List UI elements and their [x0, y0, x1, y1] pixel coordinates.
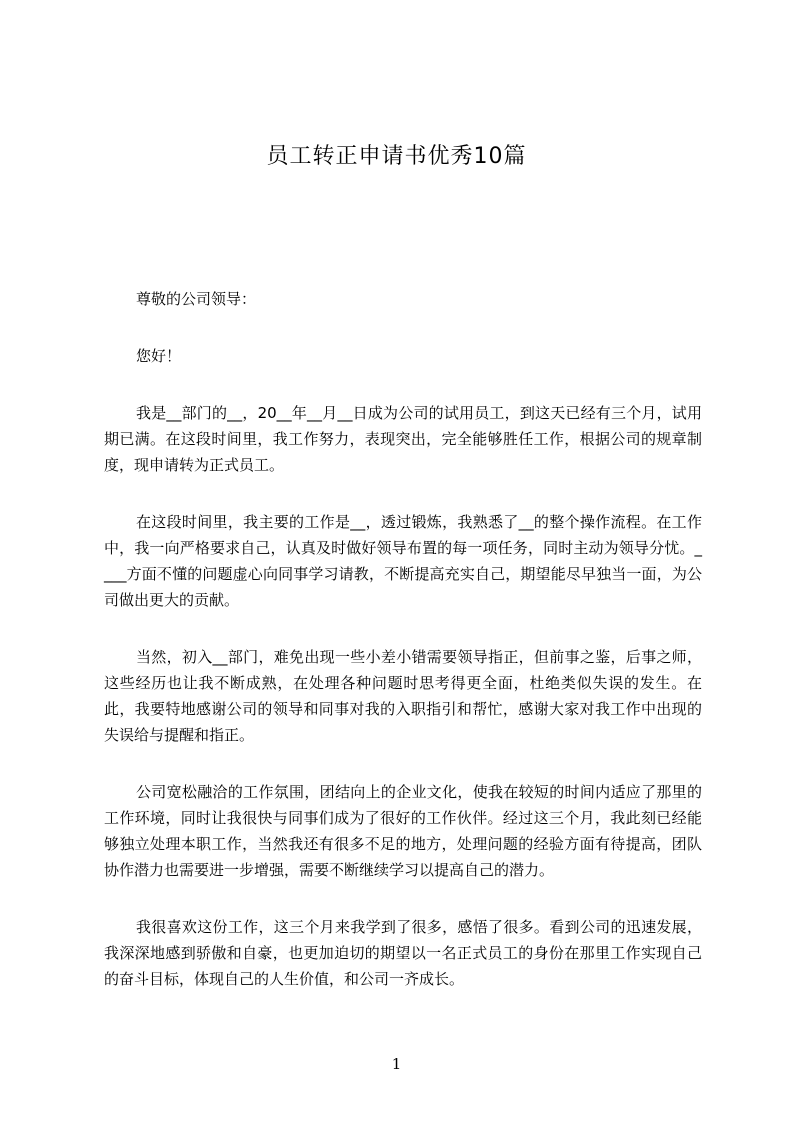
page-number: 1 [391, 1055, 402, 1073]
greeting: 您好！ [136, 347, 182, 365]
body-paragraph: 公司宽松融洽的工作氛围，团结向上的企业文化，使我在较短的时间内适应了那里的工作环境，同时让我很快与同事们成为了很好的工作伙伴。经过这三个月，我此刻已经能够独立处理本职工作，当然我还有很多不足的地方，处理问题的经验方面有待提高，团队协作潜力也需要进一步增强，需要不断继续学习以提高自己的潜力。 [104, 783, 702, 879]
body-paragraph: 我很喜欢这份工作，这三个月来我学到了很多，感悟了很多。看到公司的迅速发展，我深深地感到骄傲和自豪，也更加迫切的期望以一名正式员工的身份在那里工作实现自己的奋斗目标，体现自己的人生价值，和公司一齐成长。 [104, 918, 702, 988]
body-paragraph: 在这段时间里，我主要的工作是__，透过锻炼，我熟悉了__的整个操作流程。在工作中，我一向严格要求自己，认真及时做好领导布置的每一项任务，同时主动为领导分忧。____方面不懂的问题虚心向同事学习请教，不断提高充实自己，期望能尽早独当一面，为公司做出更大的贡献。 [104, 513, 702, 609]
document-title: 员工转正申请书优秀10篇 [266, 144, 527, 169]
document-body [104, 286, 702, 1023]
body-paragraph: 当然，初入__部门，难免出现一些小差小错需要领导指正，但前事之鉴，后事之师，这些经历也让我不断成熟，在处理各种问题时思考得更全面，杜绝类似失误的发生。在此，我要特地感谢公司的领导和同事对我的入职指引和帮忙，感谢大家对我工作中出现的失误给与提醒和指正。 [104, 648, 702, 744]
salutation: 尊敬的公司领导： [136, 290, 257, 308]
body-paragraph: 我是__部门的__，20__年__月__日成为公司的试用员工，到这天已经有三个月，试用期已满。在这段时间里，我工作努力，表现突出，完全能够胜任工作，根据公司的规章制度，现申请转为正式员工。 [104, 404, 702, 474]
